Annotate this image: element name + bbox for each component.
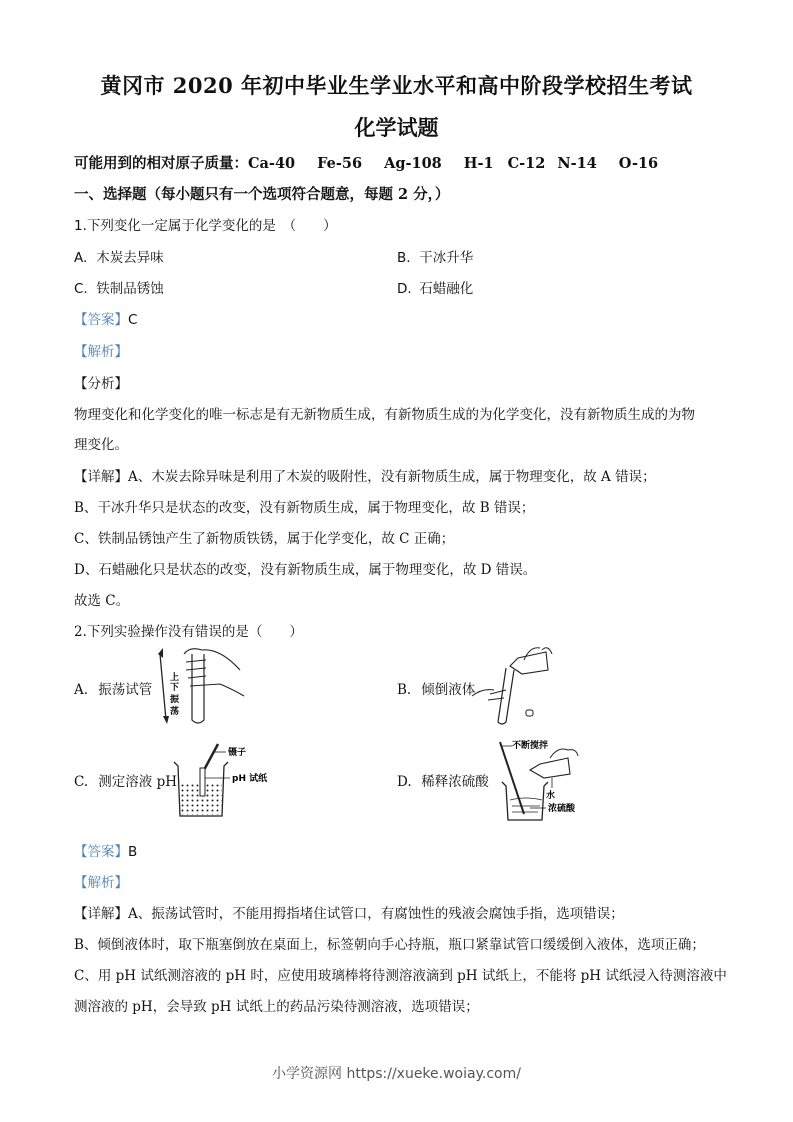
q2-option-c (74, 770, 177, 790)
q1-conclusion: 故选 C。 (74, 593, 130, 609)
option-text: 稀释浓硫酸 (421, 774, 489, 790)
option-label: B. (397, 250, 411, 266)
exam-title: 黄冈市 2020 年初中毕业生学业水平和高中阶段学校招生考试 (100, 73, 693, 98)
atomic-masses (74, 152, 680, 173)
svg-text:上: 上 (170, 673, 180, 683)
option-label: C. (74, 281, 88, 297)
option-text: 振荡试管 (98, 682, 153, 698)
q2-option-b (397, 678, 475, 698)
q1-answer (74, 308, 137, 328)
q2-option-d (397, 770, 489, 790)
q2-answer (74, 840, 137, 860)
answer-value: B (128, 844, 138, 860)
measure-ph-figure (170, 738, 290, 820)
atomic-mass-item: C-12 (507, 155, 546, 172)
svg-text:镊子: 镊子 (228, 748, 247, 758)
detail-text: A、振荡试管时，不能用拇指堵住试管口，有腐蚀性的残液会腐蚀手指，选项错误； (128, 906, 624, 922)
pouring-liquid-figure (470, 644, 560, 726)
option-text: 铁制品锈蚀 (96, 281, 164, 297)
answer-tag: 【答案】 (74, 312, 128, 328)
atomic-mass-item: H-1 (463, 155, 494, 172)
q1-option-d (397, 277, 473, 297)
option-label: B. (397, 682, 412, 698)
q1-fenxi-tag: 【分析】 (74, 376, 128, 392)
option-text: 倾倒液体 (421, 682, 476, 698)
q2-detail-c2: 测溶液的 pH，会导致 pH 试纸上的药品污染待测溶液，选项错误； (74, 999, 479, 1015)
q2-detail-b: B、倾倒液体时，取下瓶塞倒放在桌面上，标签朝向手心持瓶，瓶口紧靠试管口缓缓倒入液体，选项正确； (74, 937, 705, 953)
option-text: 石蜡融化 (419, 281, 474, 297)
answer-tag: 【答案】 (74, 844, 128, 860)
answer-value: C (128, 312, 138, 328)
q1-stem: 1.下列变化一定属于化学变化的是 （ ） (74, 218, 337, 234)
svg-text:不断搅拌: 不断搅拌 (512, 741, 549, 751)
option-label: C. (74, 774, 89, 790)
watermark-footer: 小学资源网 https://xueke.woiay.com/ (272, 1066, 521, 1082)
detail-tag: 【详解】 (74, 469, 128, 485)
exam-subtitle: 化学试题 (354, 115, 439, 140)
atomic-mass-item: Ca-40 (248, 155, 296, 172)
dilute-sulfuric-acid-figure (490, 734, 600, 826)
q2-analysis-tag (74, 871, 128, 891)
svg-text:浓硫酸: 浓硫酸 (548, 804, 576, 814)
option-text: 干冰升华 (419, 250, 474, 266)
q1-analysis-tag (74, 340, 128, 360)
q2-option-a (74, 678, 152, 698)
detail-tag: 【详解】 (74, 906, 128, 922)
svg-text:pH 试纸: pH 试纸 (232, 774, 268, 784)
atomic-mass-item: O-16 (618, 155, 659, 172)
q1-detail-c: C、铁制品锈蚀产生了新物质铁锈，属于化学变化，故 C 正确； (74, 531, 455, 547)
q1-option-b (397, 246, 473, 266)
q1-option-a (74, 246, 164, 266)
svg-text:下: 下 (170, 683, 180, 693)
shaking-test-tube-figure (150, 644, 250, 726)
q1-detail-a (74, 465, 656, 485)
q2-stem: 2.下列实验操作没有错误的是（ ） (74, 624, 303, 640)
q2-detail-a (74, 902, 624, 922)
svg-text:水: 水 (546, 791, 556, 801)
q1-detail-b: B、干冰升华只是状态的改变，没有新物质生成，属于物理变化，故 B 错误； (74, 500, 535, 516)
q2-detail-c1: C、用 pH 试纸测溶液的 pH 时，应使用玻璃棒将待测溶液滴到 pH 试纸上，不能将 pH 试纸浸入待测溶液中 (74, 968, 727, 984)
section-title: 一、选择题（每小题只有一个选项符合题意，每题 2 分，） (74, 186, 450, 203)
analysis-tag: 【解析】 (74, 344, 128, 360)
svg-text:荡: 荡 (170, 707, 180, 717)
atomic-masses-label: 可能用到的相对原子质量： (74, 155, 248, 172)
option-text: 测定溶液 pH (98, 774, 178, 790)
q1-fenxi-line2: 理变化。 (74, 437, 128, 453)
atomic-mass-item: N-14 (557, 155, 597, 172)
option-text: 木炭去异味 (96, 250, 164, 266)
atomic-mass-item: Fe-56 (317, 155, 363, 172)
option-label: D. (397, 774, 412, 790)
q1-fenxi-line1: 物理变化和化学变化的唯一标志是有无新物质生成，有新物质生成的为化学变化，没有新物质生成的为物 (74, 407, 695, 423)
option-label: A. (74, 682, 89, 698)
svg-text:振: 振 (170, 695, 180, 705)
q1-detail-d: D、石蜡融化只是状态的改变，没有新物质生成，属于物理变化，故 D 错误。 (74, 562, 537, 578)
analysis-tag: 【解析】 (74, 875, 128, 891)
option-label: D. (397, 281, 412, 297)
detail-text: A、木炭去除异味是利用了木炭的吸附性，没有新物质生成，属于物理变化，故 A 错误； (128, 469, 656, 485)
atomic-mass-item: Ag-108 (384, 155, 442, 172)
q1-option-c (74, 277, 164, 297)
option-label: A. (74, 250, 88, 266)
